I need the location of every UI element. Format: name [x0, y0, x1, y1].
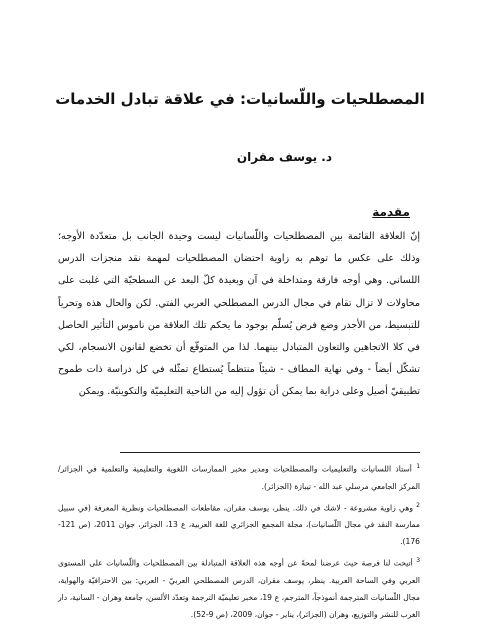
footnote-2: $^2$ وهي زاوية مشروعة - لاشك في ذلك. ينظر، يوسف مقران، مقاطعات المصطلحيات ونظرية المعرفة (في سبيل ممارسة النقد في مجال اللّسانيات)، مجلة المجمع الجزائري للغة العربية، ع 13، الجزائر، جوان 2011، (ص 121-176). [58, 501, 420, 547]
section-heading: مقدمة [372, 205, 410, 219]
author-line: د. يوسف مقران [236, 150, 332, 164]
body-text [58, 226, 420, 404]
document-title: المصطلحيات واللّسانيات: في علاقة تبادل الخدمات [55, 90, 425, 108]
footnote-divider [120, 452, 420, 453]
footnotes [58, 458, 420, 625]
footnote-1: $^1$ أستاذ اللسانيات والتعليميات والمصطلحيات ومدير مخبر الممارسات اللغوية والتعليمية والتعلمية في الجزائر/ المركز الجامعي مرسلي عبد الله - تيبازة (الجزائر). [58, 463, 421, 491]
footnote-3: $^3$ أتيحت لنا فرصة حيث عرضنا لمحةً عن أوجه هذه العلاقة المتبادلة بين المصطلحيات واللّسانيات على المستوى العربي وفي الساحة العربية. ينظر، يوسف مقران، الدرس المصطلحي العربيّ - العربي: بين الاحترافيّة والهواية، مجال اللّسانيات المترجمة أنموذجاً، المترجم، ع 19، مخبر تعليميّة الترجمة وتعدّد الألسن، جامعة وهران - السانية، دار الغرب للنشر والتوزيع، وهران (الجزائر)، يناير - جوان، 2009، (ص 9-52). [58, 557, 421, 619]
body-paragraph: إنّ العلاقة القائمة بين المصطلحيات واللّسانيات ليست وحيدة الجانب بل متعدّدة الأوجه؛ وذلك على عكس ما توهم به زاوية احتضان المصطلحيات لمهمة نقد منجزات الدرس اللساني. وهي أوجه فارقة ومتداخلة في آن وبعيدة كلّ البعد عن السطحيّة التي غلبت على محاولات لا تزال تقام في مجال الدرس المصطلحي العربي الفتي. لكن والحال هذه وتحرياً للتبسيط، من الأجدر وضع فرض يُسلّم بوجود ما يحكم تلك العلاقة من ناموس التأثير الحاصل في كلا الاتجاهين والتعاون المتبادل بينهما. لذا من المتوقّع أن تخضع لقانون الانسجام، لكي تشكّل أيضاً - وفي نهاية المطاف - شيئاً منتظماً يُستطاع تمثّله في كل دراسة ذات طموح تطبيقيّ أصيل وعلى دراية بما يمكن أن تؤول إليه من الناحية التعليميّة والتكوينيّة. ويمكن [58, 231, 420, 398]
